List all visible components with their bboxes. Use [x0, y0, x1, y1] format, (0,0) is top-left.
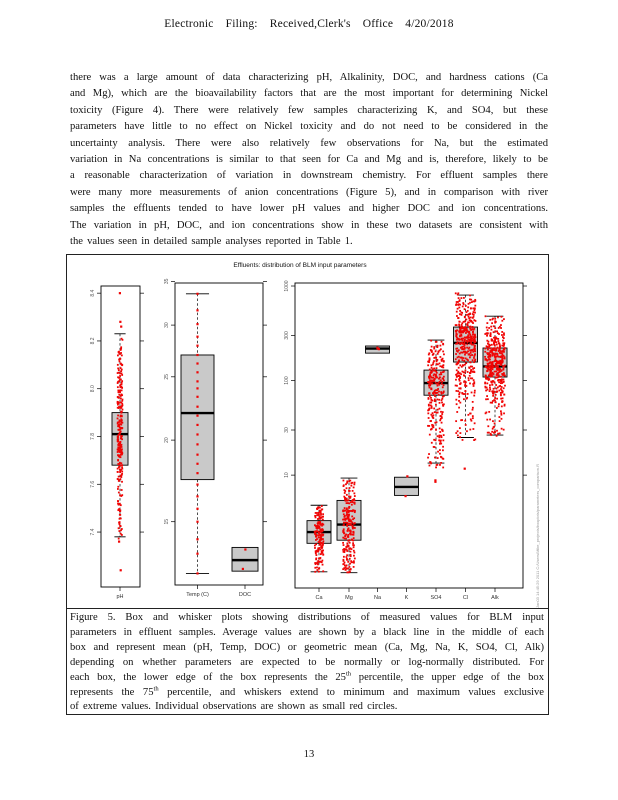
text-line: represents the 75th percentile, and whiskers extend to minimum and maximum values exclusive — [70, 685, 545, 698]
y-tick-label: 8.2 — [90, 337, 96, 345]
y-tick-label: 20 — [164, 437, 170, 443]
y-tick-label: 30 — [284, 427, 290, 433]
x-axis-label: K — [404, 595, 409, 601]
text-line: and Mg), which are the bioavailability factors that are the most important for determining Nickel — [70, 88, 548, 100]
page-number: 13 — [303, 749, 315, 760]
text-line: were many more measurements of anion concentrations (Figure 5), and in comparison with river — [70, 186, 548, 198]
text-line: a reasonable characterization of variation in downstream chemistry. For effluent samples there — [70, 170, 548, 182]
text-line: toxicity (Figure 4). There were relatively few samples characterizing K, and SO4, but these — [70, 104, 548, 116]
chart-panel-1 — [164, 278, 267, 598]
chart-panel-2 — [284, 280, 527, 601]
x-axis-label: Temp (C) — [186, 592, 209, 598]
y-tick-label: 100 — [284, 376, 290, 385]
text-line: Figure 5. Box and whisker plots showing distributions of measured values for BLM input — [70, 612, 544, 623]
y-tick-label: 7.8 — [90, 433, 96, 440]
y-tick-label: 8.0 — [90, 385, 96, 393]
x-axis-label: Ca — [315, 595, 323, 601]
box-K — [395, 477, 419, 495]
x-axis-label: Mg — [345, 595, 353, 601]
text-line: of extreme values. Individual observations are shown as small red circles. — [70, 701, 398, 713]
text-line: box and represent mean (pH, Temp, DOC) or geometric mean (Ca, Mg, Na, K, SO4, Cl, Alk) — [70, 641, 544, 653]
box-DOC — [232, 547, 258, 571]
x-axis-label: SO4 — [430, 595, 442, 601]
text-line: the values seen in detailed sample analyses reported in Table 1. — [70, 236, 353, 248]
figure-5-chart — [66, 254, 550, 610]
y-tick-label: 7.4 — [90, 528, 96, 536]
text-line: each box, the lower edge of the box represents the 25th percentile, the upper edge of the box — [70, 670, 545, 683]
text-line: variation in Na concentrations is similar to that seen for Ca and Mg and is, therefore, likely to be — [70, 154, 548, 166]
x-axis-label: Na — [373, 595, 382, 601]
text-line: The variation in pH, DOC, and ion concentrations show in these two datasets are consistent with — [70, 219, 548, 231]
script-watermark: Jan03 14:45:29 2011 C:/Users/Mike_projects/boxplots/parameters_comparison.R — [535, 464, 540, 608]
x-axis-label: DOC — [238, 592, 252, 598]
text-line: depending on whether parameters are expected to be normally or log-normally distributed. For — [70, 656, 544, 668]
body-paragraph — [70, 70, 548, 250]
text-line: parameters in effluent samples. Average values are shown by a black line in the middle of each — [70, 626, 544, 638]
y-tick-label: 300 — [284, 331, 290, 340]
y-tick-label: 35 — [164, 278, 170, 285]
y-tick-label: 30 — [164, 322, 170, 328]
y-tick-label: 15 — [164, 518, 170, 525]
page-header: Electronic Filing: Received,Clerk's Office 4/20/2018 — [164, 18, 454, 30]
chart-title: Effluents: distribution of BLM input parameters — [233, 262, 367, 269]
y-tick-label: 1000 — [284, 280, 290, 292]
y-tick-label: 7.6 — [90, 480, 96, 488]
x-axis-label: Alk — [491, 595, 499, 601]
text-line: samples the effluents tended to have lower pH values and higher DOC and ion concentrations. — [70, 203, 548, 215]
y-tick-label: 8.4 — [90, 289, 96, 297]
x-axis-label: Cl — [462, 595, 469, 601]
text-line: there was a large amount of data characterizing pH, Alkalinity, DOC, and hardness cations (Ca — [70, 72, 548, 83]
text-line: uncertainty analysis. There were also relatively few observations for Na, but the estimated — [70, 137, 548, 149]
text-line: parameters have little to no effect on Nickel toxicity and do not need to be considered in the — [70, 121, 548, 133]
chart-panel-0 — [90, 286, 144, 600]
y-tick-label: 25 — [164, 374, 170, 380]
figure-caption — [70, 611, 544, 715]
y-tick-label: 10 — [284, 472, 290, 478]
x-axis-label: pH — [116, 594, 124, 600]
